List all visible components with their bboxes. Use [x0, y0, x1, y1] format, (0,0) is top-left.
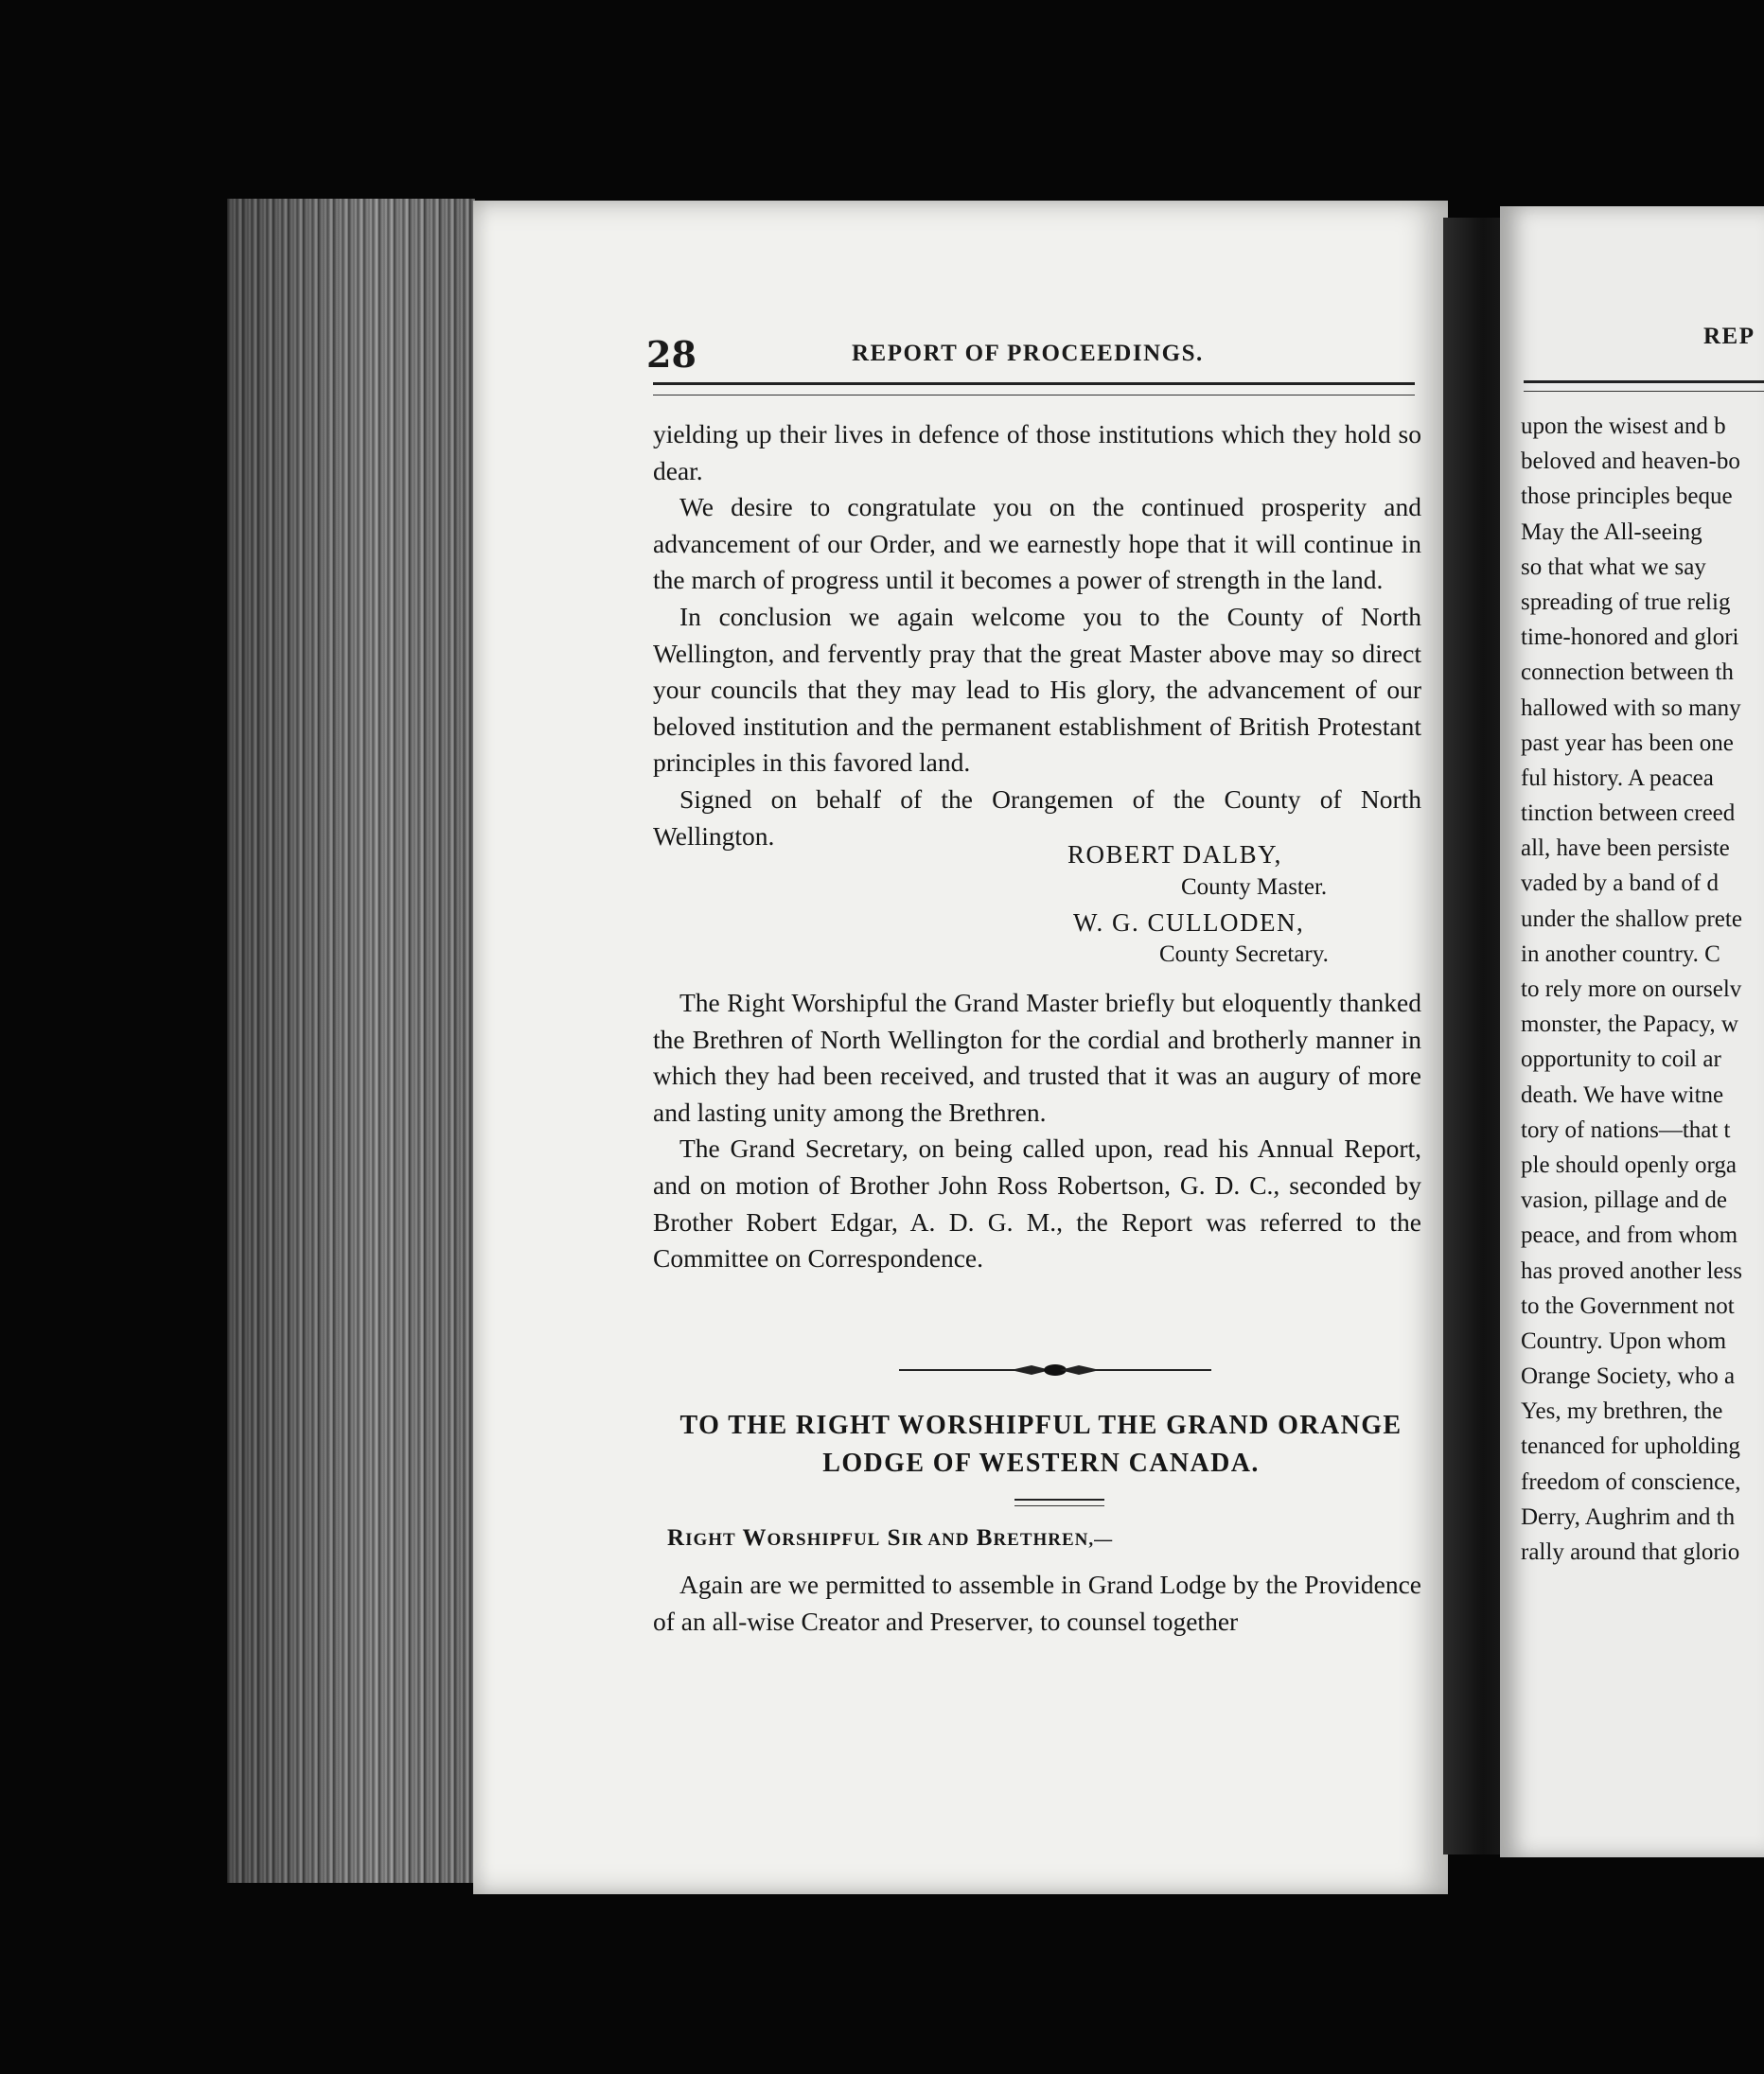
right-page-line: Orange Society, who a — [1521, 1363, 1736, 1390]
body-text-block-3 — [653, 1567, 1421, 1640]
ornament-divider — [899, 1359, 1211, 1381]
salutation: RIGHT WORSHIPFUL SIR AND BRETHREN,— — [667, 1525, 1114, 1551]
section-heading — [653, 1407, 1429, 1483]
right-running-head: REP — [1703, 324, 1755, 349]
heading-line: LODGE OF WESTERN CANADA. — [822, 1449, 1260, 1478]
right-page-line: those principles beque — [1521, 483, 1733, 510]
right-page-line: spreading of true relig — [1521, 589, 1731, 615]
right-page-line: past year has been one — [1521, 729, 1734, 756]
right-header-rule — [1524, 380, 1764, 392]
right-page-line: tinction between creed — [1521, 800, 1736, 827]
right-page-line: hallowed with so many — [1521, 694, 1741, 721]
signature-title: County Master. — [1181, 874, 1328, 900]
right-page-line: has proved another less — [1521, 1257, 1742, 1284]
paragraph: The Right Worshipful the Grand Master briefly but eloquently thanked the Brethren of North Wellington for the cordial and brotherly manner in which they had been received, and trusted that it was an augury of more and lasting unity among the Brethren. — [653, 988, 1421, 1127]
right-page-line: Country. Upon whom — [1521, 1327, 1727, 1354]
right-page-line: time-honored and glori — [1521, 624, 1739, 651]
right-page-line: vaded by a band of d — [1521, 870, 1719, 897]
right-page-line: peace, and from whom — [1521, 1222, 1738, 1249]
right-page-line: death. We have witne — [1521, 1081, 1724, 1108]
right-page-line: monster, the Papacy, w — [1521, 1011, 1738, 1038]
signature-title: County Secretary. — [1159, 941, 1329, 967]
right-page-line: vasion, pillage and de — [1521, 1187, 1727, 1214]
header-rule — [653, 382, 1415, 395]
right-page-line: tory of nations—that t — [1521, 1116, 1731, 1143]
short-rule — [1014, 1499, 1104, 1506]
right-page-line: in another country. C — [1521, 940, 1720, 967]
signature-name: ROBERT DALBY, — [1067, 840, 1282, 869]
running-head: REPORT OF PROCEEDINGS. — [852, 341, 1204, 366]
right-page-line: ful history. A peacea — [1521, 765, 1714, 791]
paragraph: yielding up their lives in defence of those institutions which they hold so dear. — [653, 419, 1421, 485]
signature-name: W. G. CULLODEN, — [1073, 908, 1305, 937]
right-page-line: so that what we say — [1521, 554, 1706, 580]
right-page-line: freedom of conscience, — [1521, 1468, 1741, 1495]
heading-line: TO THE RIGHT WORSHIPFUL THE GRAND ORANGE — [679, 1411, 1402, 1440]
paragraph: In conclusion we again welcome you to the County of North Wellington, and fervently pray that the great Master above may so direct your councils that they may lead to His glory, the advancement of our beloved institution and the permanent establishment of British Protestant principles in this favored land. — [653, 601, 1421, 778]
right-page-line: to the Government not — [1521, 1292, 1735, 1319]
right-page-line: connection between th — [1521, 659, 1734, 686]
right-page-line: to rely more on ourselv — [1521, 976, 1742, 1002]
page-block-edge — [227, 199, 475, 1883]
paragraph: We desire to congratulate you on the continued prosperity and advancement of our Order, and we earnestly hope that it will continue in the march of progress until it becomes a power of strength in the land. — [653, 492, 1421, 595]
right-page-text — [1521, 409, 1764, 1570]
right-page-line: tenanced for upholding — [1521, 1433, 1740, 1460]
right-page-line: rally around that glorio — [1521, 1539, 1740, 1565]
paragraph: Signed on behalf of the Orangemen of the County of North Wellington. — [653, 783, 1421, 851]
right-page-line: Derry, Aughrim and th — [1521, 1503, 1736, 1530]
right-page-line: ple should openly orga — [1521, 1151, 1737, 1178]
right-page-line: beloved and heaven-bo — [1521, 448, 1740, 475]
body-text-block-2 — [653, 985, 1421, 1277]
right-page-line: all, have been persiste — [1521, 835, 1730, 862]
right-page-line: May the All-seeing — [1521, 518, 1702, 545]
body-text-block-1 — [653, 416, 1421, 854]
right-page-line: under the shallow prete — [1521, 905, 1742, 932]
page-number: 28 — [646, 333, 697, 376]
right-page-line: upon the wisest and b — [1521, 413, 1726, 439]
paragraph: The Grand Secretary, on being called upon, read his Annual Report, and on motion of Brother John Ross Robertson, G. D. C., seconded by Brother Robert Edgar, A. D. G. M., the Report was referred to the Committee on Correspondence. — [653, 1134, 1421, 1274]
paragraph: Again are we permitted to assemble in Grand Lodge by the Providence of an all-wise Creator and Preserver, to counsel together — [653, 1570, 1421, 1636]
right-page-line: opportunity to coil ar — [1521, 1046, 1721, 1073]
right-page-line: Yes, my brethren, the — [1521, 1398, 1723, 1425]
